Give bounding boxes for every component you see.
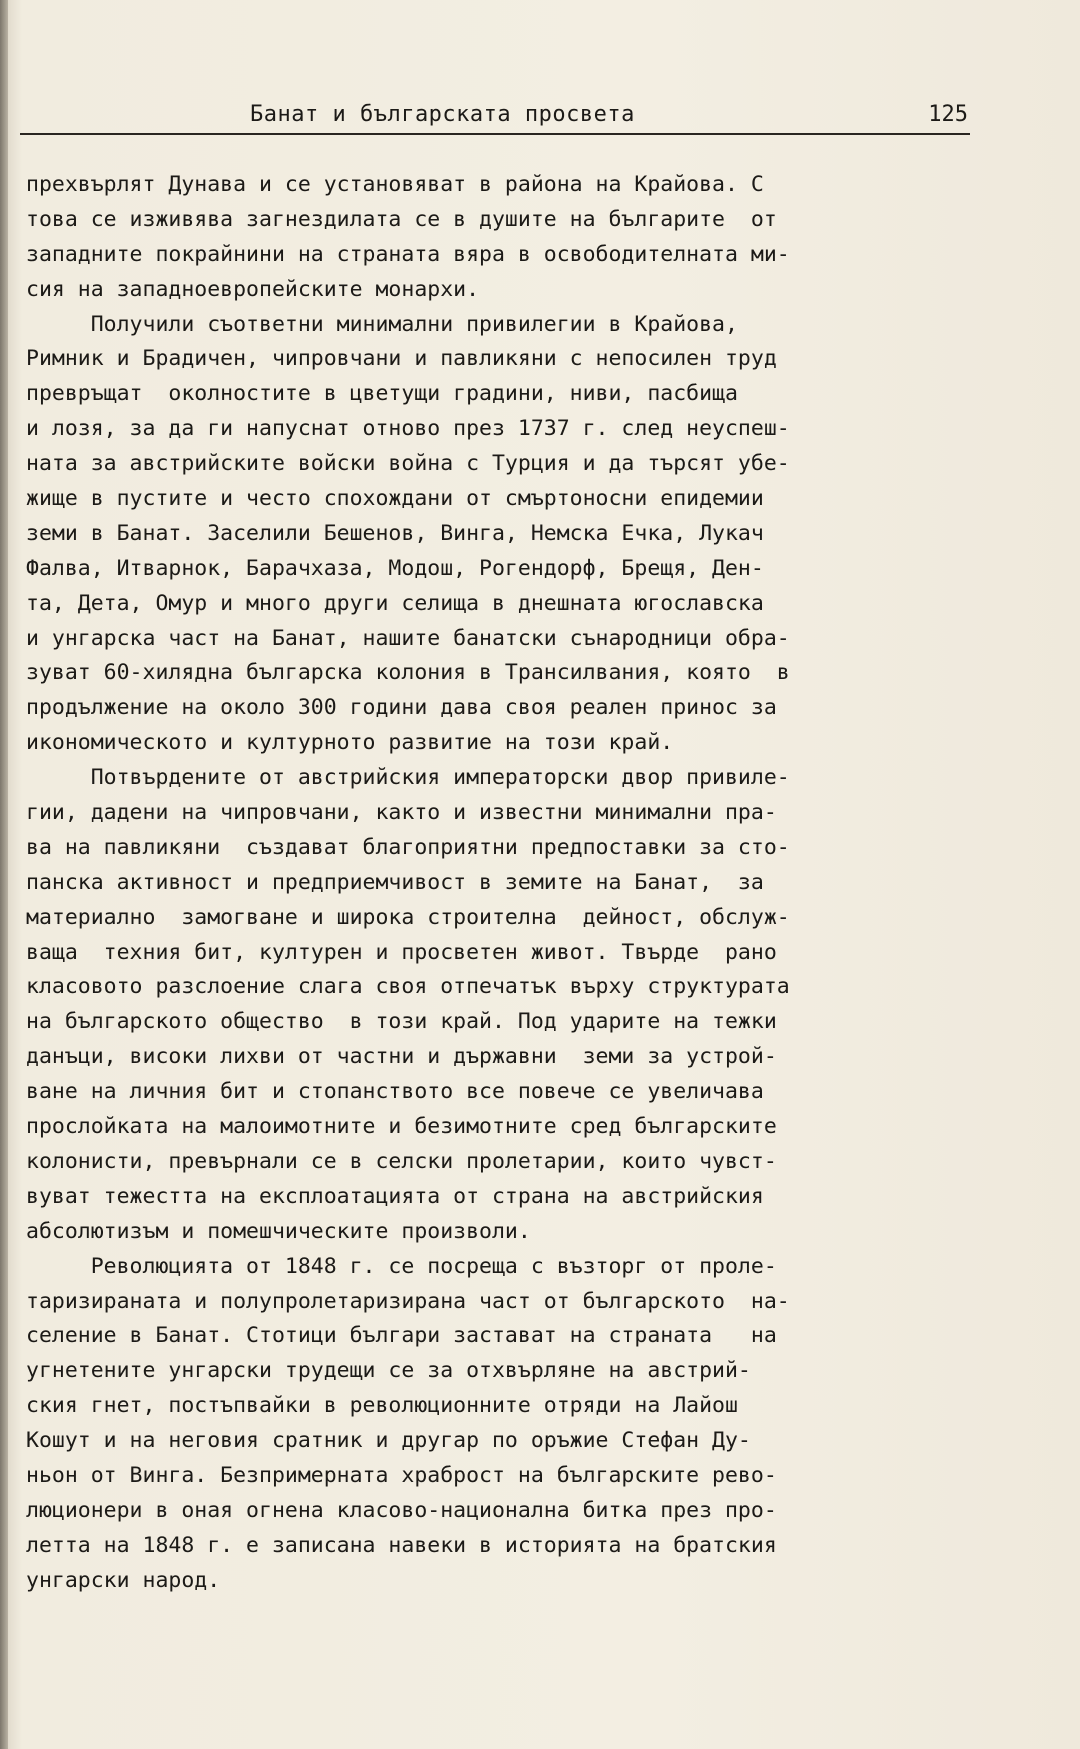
text-line: ва на павликяни създават благоприятни предпоставки за сто- (26, 834, 790, 860)
text-line: ната за австрийските войски война с Турция и да търсят убе- (26, 451, 790, 477)
text-line: таризираната и полупролетаризирана част от българското на- (26, 1288, 790, 1314)
text-line: това се изживява загнездилата се в душите на българите от (26, 206, 777, 232)
text-line: панска активност и предприемчивост в земите на Банат, за (26, 869, 764, 895)
text-line: селение в Банат. Стотици българи застават на страната на (26, 1323, 777, 1349)
text-line: превръщат околностите в цветущи градини, ниви, пасбища (26, 381, 738, 407)
running-title: Банат и българската просвета (250, 102, 635, 127)
text-line: данъци, високи лихви от частни и държавни земи за устрой- (26, 1044, 777, 1070)
header-rule (20, 133, 970, 135)
text-line: Потвърдените от австрийския императорски двор привиле- (26, 765, 790, 791)
page-number: 125 (928, 102, 968, 127)
text-line: ване на личния бит и стопанството все повече се увеличава (26, 1079, 764, 1105)
text-line: и лозя, за да ги напуснат отново през 1737 г. след неуспеш- (26, 416, 790, 442)
text-line: летта на 1848 г. е записана навеки в историята на братския (26, 1532, 777, 1558)
text-line: на българското общество в този край. Под ударите на тежки (26, 1009, 777, 1035)
text-line: Фалва, Итварнок, Барачхаза, Модош, Рогендорф, Брещя, Ден- (26, 555, 764, 581)
text-line: Получили съответни минимални привилегии в Крайова, (26, 311, 738, 337)
text-line: ския гнет, постъпвайки в революционните отряди на Лайош (26, 1393, 738, 1419)
text-line: жище в пустите и често спохождани от смъртоносни епидемии (26, 486, 764, 512)
text-line: ваща техния бит, културен и просветен живот. Твърде рано (26, 939, 777, 965)
text-line: колонисти, превърнали се в селски пролетарии, които чувст- (26, 1148, 777, 1174)
page-spine-edge (0, 0, 8, 1749)
text-line: Революцията от 1848 г. се посреща с възторг от проле- (26, 1253, 777, 1279)
text-line: икономическото и културното развитие на този край. (26, 730, 674, 756)
text-line: и унгарска част на Банат, нашите банатски сънародници обра- (26, 625, 790, 651)
text-line: абсолютизъм и помешчическите произволи. (26, 1218, 531, 1244)
page-header (20, 102, 970, 132)
text-line: та, Дета, Омур и много други селища в днешната югославска (26, 590, 764, 616)
text-line: продължение на около 300 години дава своя реален принос за (26, 695, 777, 721)
text-line: прослойката на малоимотните и безимотните сред българските (26, 1114, 777, 1140)
text-line: сия на западноевропейските монархи. (26, 276, 480, 302)
body-text (26, 168, 971, 1599)
text-line: угнетените унгарски трудещи се за отхвърляне на австрий- (26, 1358, 751, 1384)
text-line: западните покрайнини на страната вяра в освободителната ми- (26, 241, 790, 267)
text-line: зуват 60-хилядна българска колония в Трансилвания, която в (26, 660, 790, 686)
text-line: ньон от Винга. Безпримерната храброст на българските рево- (26, 1462, 777, 1488)
text-line: прехвърлят Дунава и се установяват в района на Крайова. С (26, 172, 764, 197)
text-line: люционери в оная огнена класово-национална битка през про- (26, 1497, 777, 1523)
text-line: гии, дадени на чипровчани, както и известни минимални пра- (26, 800, 777, 826)
text-line: унгарски народ. (26, 1567, 221, 1593)
text-line: земи в Банат. Заселили Бешенов, Винга, Немска Ечка, Лукач (26, 520, 764, 546)
text-line: вуват тежестта на експлоатацията от страна на австрийския (26, 1183, 764, 1209)
text-line: Римник и Брадичен, чипровчани и павликяни с непосилен труд (26, 346, 777, 372)
text-line: материално замогване и широка строителна дейност, обслуж- (26, 904, 790, 930)
text-line: Кошут и на неговия сратник и другар по оръжие Стефан Ду- (26, 1428, 751, 1454)
text-line: класовото разслоение слага своя отпечатък върху структурата (26, 974, 790, 1000)
